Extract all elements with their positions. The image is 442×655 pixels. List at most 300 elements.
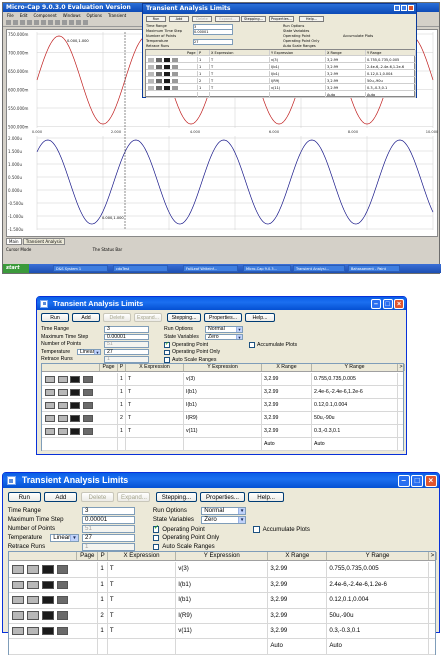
tool-icon[interactable] bbox=[76, 20, 81, 25]
mini-grid-cell[interactable]: 1 bbox=[198, 57, 210, 63]
tool-icon[interactable] bbox=[34, 20, 39, 25]
checkbox-operating-point-only[interactable] bbox=[153, 535, 159, 541]
grid-row[interactable] bbox=[42, 412, 403, 425]
mini-grid-cell[interactable]: 1 bbox=[198, 64, 210, 70]
grid-cell-xr[interactable]: 3,2.99 bbox=[268, 624, 327, 638]
mini-grid-cell[interactable] bbox=[270, 92, 326, 98]
grid-cell-xr[interactable]: 3,2.99 bbox=[262, 412, 312, 424]
color-swatch[interactable] bbox=[58, 415, 68, 422]
mini-grid-row[interactable] bbox=[146, 64, 416, 70]
mini-grid-cell[interactable] bbox=[186, 85, 198, 91]
chevron-down-icon: ▼ bbox=[237, 327, 242, 332]
checkbox-accumulate[interactable] bbox=[249, 342, 255, 348]
run-options-select[interactable] bbox=[201, 507, 246, 515]
tool-icon[interactable] bbox=[6, 20, 11, 25]
color-swatch[interactable] bbox=[42, 611, 54, 619]
mini-grid-cell[interactable]: 1 bbox=[198, 85, 210, 91]
grid-cell-p[interactable]: 1 bbox=[118, 386, 126, 398]
color-swatch[interactable] bbox=[156, 72, 162, 76]
color-swatch[interactable] bbox=[27, 596, 39, 604]
color-swatch[interactable] bbox=[83, 402, 93, 409]
label-max-time-step: Maximum Time Step bbox=[7, 516, 64, 524]
mini-grid-cell[interactable] bbox=[186, 71, 198, 77]
dialog-button-help[interactable]: Help... bbox=[248, 492, 283, 503]
tool-icon[interactable] bbox=[20, 20, 25, 25]
grid-cell-yr[interactable]: 0.755,0.735,0.005 bbox=[327, 562, 428, 576]
x-tick-label: 2.000 bbox=[110, 130, 122, 134]
taskbar-item[interactable]: D&S System 1 bbox=[53, 265, 108, 272]
grid-cell-xr[interactable]: 3,2.99 bbox=[262, 399, 312, 411]
minimize-icon[interactable]: – bbox=[371, 299, 381, 309]
color-swatch[interactable] bbox=[27, 627, 39, 635]
grid-cell-p[interactable]: 2 bbox=[118, 412, 126, 424]
menu-item[interactable]: Component bbox=[33, 13, 57, 18]
mini-grid-cell[interactable]: 0.12,0.1,0.004 bbox=[366, 71, 416, 77]
color-swatch[interactable] bbox=[172, 86, 178, 90]
taskbar bbox=[3, 264, 441, 273]
temperature-mode-select[interactable] bbox=[77, 349, 101, 356]
field-time-range[interactable]: 3 bbox=[82, 507, 135, 515]
mini-grid-row[interactable] bbox=[146, 57, 416, 63]
field-num-points[interactable]: 51 bbox=[82, 525, 135, 533]
mini-grid-cell[interactable]: 0.3,-0.3,0.1 bbox=[366, 85, 416, 91]
y-tick-label: 750.000m bbox=[8, 32, 29, 37]
start-button[interactable]: start bbox=[3, 264, 29, 273]
color-swatch[interactable] bbox=[70, 389, 80, 396]
field-retrace[interactable]: 1 bbox=[82, 543, 135, 551]
color-swatch[interactable] bbox=[164, 79, 170, 83]
tool-icon[interactable] bbox=[48, 20, 53, 25]
color-swatch[interactable] bbox=[148, 58, 154, 62]
dialog-button-help[interactable]: Help... bbox=[245, 313, 275, 322]
grid-row[interactable] bbox=[42, 438, 403, 451]
window-controls bbox=[371, 299, 404, 309]
mini-field[interactable]: 0.00001 bbox=[193, 29, 233, 35]
color-swatch[interactable] bbox=[57, 596, 69, 604]
color-swatch[interactable] bbox=[172, 58, 178, 62]
color-swatch[interactable] bbox=[42, 565, 54, 573]
cursor-readout: 0.000,1.000 bbox=[67, 39, 89, 43]
color-swatch[interactable] bbox=[12, 596, 24, 604]
close-icon[interactable]: × bbox=[425, 475, 437, 487]
grid-cell-xr[interactable]: 3,2.99 bbox=[262, 386, 312, 398]
grid-cell-y[interactable] bbox=[184, 438, 262, 450]
grid-cell-page[interactable] bbox=[77, 609, 98, 623]
dialog-button-stepping[interactable]: Stepping... bbox=[156, 492, 196, 503]
grid-cell-y[interactable] bbox=[176, 639, 268, 653]
state-variables-value: Zero bbox=[208, 333, 219, 340]
tool-icon[interactable] bbox=[55, 20, 60, 25]
mini-grid-cell[interactable]: 3,2.99 bbox=[326, 57, 366, 63]
mini-grid-cell[interactable] bbox=[210, 92, 270, 98]
close-icon[interactable]: × bbox=[394, 299, 404, 309]
grid-cell-p[interactable]: 1 bbox=[98, 624, 107, 638]
grid-cell-y[interactable]: v(11) bbox=[184, 425, 262, 437]
grid-cell-page[interactable] bbox=[100, 399, 118, 411]
grid-row[interactable] bbox=[9, 562, 435, 577]
grid-cell-x[interactable]: T bbox=[126, 373, 184, 385]
mini-grid-cell[interactable] bbox=[186, 78, 198, 84]
tab-transient[interactable]: Transient Analysis bbox=[23, 238, 65, 245]
color-swatch[interactable] bbox=[27, 581, 39, 589]
grid-cell-yr[interactable]: 2.4e-6,-2.4e-6,1.2e-6 bbox=[312, 386, 398, 398]
field-num-points[interactable]: 51 bbox=[104, 341, 149, 348]
label-temperature: Temperature bbox=[7, 533, 43, 541]
color-swatch[interactable] bbox=[57, 611, 69, 619]
grid-row[interactable] bbox=[9, 624, 435, 639]
tool-icon[interactable] bbox=[41, 20, 46, 25]
menu-item[interactable]: Transient bbox=[107, 13, 127, 18]
grid-cell-x[interactable]: T bbox=[108, 624, 176, 638]
mini-dialog-button[interactable]: Help... bbox=[299, 16, 324, 22]
mini-grid-cell[interactable]: T bbox=[210, 64, 270, 70]
mini-grid-cell[interactable]: T bbox=[210, 57, 270, 63]
grid-cell-p[interactable]: 1 bbox=[118, 399, 126, 411]
minimize-icon[interactable]: – bbox=[398, 475, 410, 487]
menu-item[interactable]: Options bbox=[86, 13, 102, 18]
taskbar-item[interactable]: cdoTest bbox=[113, 265, 168, 272]
grid-cell-xr[interactable]: 3,2.99 bbox=[268, 609, 327, 623]
color-swatch[interactable] bbox=[45, 389, 55, 396]
grid-cell-p[interactable] bbox=[118, 438, 126, 450]
grid-cell-yr[interactable]: 0.3,-0.3,0.1 bbox=[312, 425, 398, 437]
color-swatch[interactable] bbox=[148, 72, 154, 76]
color-swatch[interactable] bbox=[57, 565, 69, 573]
chevron-down-icon: ▼ bbox=[237, 334, 242, 340]
tool-icon[interactable] bbox=[27, 20, 32, 25]
color-swatch[interactable] bbox=[148, 79, 154, 83]
grid-cell-page[interactable] bbox=[77, 593, 98, 607]
color-swatch[interactable] bbox=[45, 415, 55, 422]
label-accumulate: Accumulate Plots bbox=[257, 341, 298, 348]
mini-grid-row[interactable] bbox=[146, 92, 416, 98]
color-swatch[interactable] bbox=[58, 376, 68, 383]
grid-cell-xr[interactable]: 3,2.99 bbox=[262, 425, 312, 437]
plot-settings-grid bbox=[41, 363, 404, 451]
grid-row[interactable] bbox=[42, 386, 403, 399]
color-swatch[interactable] bbox=[42, 627, 54, 635]
taskbar-item[interactable]: Bahasaevent - Paint bbox=[348, 265, 400, 272]
mini-grid-cell[interactable]: T bbox=[210, 78, 270, 84]
checkbox-operating-point-only[interactable] bbox=[164, 350, 170, 356]
grid-cell-y[interactable]: v(3) bbox=[176, 562, 268, 576]
dialog-button-run[interactable]: Run bbox=[41, 313, 69, 322]
dialog-button-add[interactable]: Add bbox=[44, 492, 77, 503]
mini-grid-header bbox=[146, 50, 416, 56]
mini-grid-cell[interactable]: I(b1) bbox=[270, 64, 326, 70]
color-swatch[interactable] bbox=[172, 72, 178, 76]
grid-cell-page[interactable] bbox=[77, 624, 98, 638]
color-swatch[interactable] bbox=[172, 65, 178, 69]
grid-row[interactable] bbox=[42, 425, 403, 438]
field-temperature[interactable]: 27 bbox=[82, 534, 135, 542]
grid-cell-x[interactable] bbox=[126, 438, 184, 450]
color-swatch[interactable] bbox=[83, 389, 93, 396]
mini-grid-cell[interactable]: 3,2.99 bbox=[326, 85, 366, 91]
mini-dialog-button[interactable]: Expand... bbox=[215, 16, 240, 22]
mini-grid-cell[interactable]: I(b1) bbox=[270, 71, 326, 77]
grid-row[interactable] bbox=[9, 578, 435, 593]
window-controls bbox=[398, 475, 437, 487]
grid-cell-y[interactable]: I(R9) bbox=[184, 412, 262, 424]
color-swatch[interactable] bbox=[45, 428, 55, 435]
state-variables-select[interactable] bbox=[205, 334, 243, 341]
checkbox-operating-point[interactable] bbox=[153, 526, 159, 532]
mini-grid-cell[interactable]: v(11) bbox=[270, 85, 326, 91]
mini-dialog-button[interactable]: Run bbox=[146, 16, 166, 22]
checkbox-accumulate[interactable] bbox=[253, 526, 259, 532]
mini-grid-cell[interactable] bbox=[186, 92, 198, 98]
grid-cell-x[interactable]: T bbox=[108, 562, 176, 576]
mini-grid-cell[interactable]: I(R9) bbox=[270, 78, 326, 84]
grid-cell-yr[interactable]: 0.3,-0.3,0.1 bbox=[327, 624, 428, 638]
taskbar-item[interactable]: Micro-Cap 9.0.3... bbox=[243, 265, 291, 272]
tab-main[interactable]: Main bbox=[6, 238, 22, 245]
color-swatch[interactable] bbox=[12, 565, 24, 573]
mini-grid-cell[interactable] bbox=[198, 92, 210, 98]
grid-cell-p[interactable]: 1 bbox=[118, 373, 126, 385]
minimize-icon[interactable] bbox=[394, 5, 400, 11]
mini-grid-cell[interactable]: T bbox=[210, 71, 270, 77]
color-swatch[interactable] bbox=[12, 627, 24, 635]
field-temperature[interactable]: 27 bbox=[104, 349, 149, 356]
grid-row[interactable] bbox=[9, 593, 435, 608]
grid-cell-yr[interactable]: 0.755,0.735,0.005 bbox=[312, 373, 398, 385]
temperature-mode-select[interactable] bbox=[50, 534, 78, 542]
color-swatch[interactable] bbox=[58, 402, 68, 409]
y-tick-label: 550.000m bbox=[8, 106, 29, 111]
dialog-button-properties[interactable]: Properties... bbox=[204, 313, 242, 322]
status-right: The Status Bar bbox=[92, 247, 123, 252]
menu-item[interactable]: Edit bbox=[19, 13, 28, 18]
field-time-range[interactable]: 3 bbox=[104, 326, 149, 333]
grid-cell-xr[interactable]: 3,2.99 bbox=[262, 373, 312, 385]
color-swatch[interactable] bbox=[42, 581, 54, 589]
grid-cell-xr[interactable]: 3,2.99 bbox=[268, 578, 327, 592]
grid-cell-xr[interactable]: Auto bbox=[268, 639, 327, 653]
color-swatch[interactable] bbox=[83, 415, 93, 422]
color-swatch[interactable] bbox=[27, 565, 39, 573]
grid-cell-x[interactable]: T bbox=[126, 412, 184, 424]
grid-cell-xr[interactable]: 3,2.99 bbox=[268, 562, 327, 576]
grid-cell-xr[interactable]: 3,2.99 bbox=[268, 593, 327, 607]
color-swatch[interactable] bbox=[156, 65, 162, 69]
mini-grid-cell[interactable]: T bbox=[210, 85, 270, 91]
mini-grid-cell[interactable]: 2.4e-6,-2.4e-6,1.2e-6 bbox=[366, 64, 416, 70]
color-swatch[interactable] bbox=[70, 415, 80, 422]
dialog-button-properties[interactable]: Properties... bbox=[200, 492, 245, 503]
grid-cell-y[interactable]: v(3) bbox=[184, 373, 262, 385]
grid-cell-x[interactable]: T bbox=[126, 399, 184, 411]
color-swatch[interactable] bbox=[70, 402, 80, 409]
mini-dialog bbox=[142, 3, 417, 98]
grid-cell-p[interactable]: 1 bbox=[98, 578, 107, 592]
grid-cell-page[interactable] bbox=[77, 639, 98, 653]
mini-grid-row[interactable] bbox=[146, 85, 416, 91]
y-tick-label: 2.000u bbox=[8, 136, 22, 141]
color-swatch[interactable] bbox=[148, 65, 154, 69]
mini-grid-cell[interactable]: 3,2.99 bbox=[326, 64, 366, 70]
checkbox-auto-scale[interactable] bbox=[164, 357, 170, 363]
grid-row[interactable] bbox=[42, 373, 403, 386]
color-swatch[interactable] bbox=[57, 627, 69, 635]
dialog-button-stepping[interactable]: Stepping... bbox=[167, 313, 201, 322]
grid-header-cell: X Expression bbox=[126, 364, 184, 371]
y-tick-label: -0.500u bbox=[8, 201, 24, 206]
grid-cell-p[interactable]: 1 bbox=[118, 425, 126, 437]
run-options-select[interactable] bbox=[205, 326, 243, 333]
dialog-button-delete[interactable]: Delete bbox=[103, 313, 131, 322]
state-variables-value: Zero bbox=[204, 516, 217, 524]
maximize-icon[interactable] bbox=[401, 5, 407, 11]
grid-cell-yr[interactable]: 0.12,0.1,0.004 bbox=[327, 593, 428, 607]
checkbox-operating-point[interactable] bbox=[164, 342, 170, 348]
grid-cell-page[interactable] bbox=[77, 578, 98, 592]
y-tick-label: 0.500u bbox=[8, 175, 22, 180]
label-operating-point: Operating Point bbox=[172, 341, 209, 348]
mini-grid-cell[interactable]: 1 bbox=[198, 71, 210, 77]
grid-cell-p[interactable]: 1 bbox=[98, 562, 107, 576]
maximize-icon[interactable]: □ bbox=[411, 475, 423, 487]
color-swatch[interactable] bbox=[58, 389, 68, 396]
color-swatch[interactable] bbox=[164, 65, 170, 69]
color-swatch[interactable] bbox=[148, 86, 154, 90]
grid-cell-yr[interactable]: Auto bbox=[327, 639, 428, 653]
taskbar-item[interactable]: FallLeaf Writeinf... bbox=[183, 265, 238, 272]
grid-cell-page[interactable] bbox=[100, 412, 118, 424]
mini-grid-cell[interactable]: 3,2.99 bbox=[326, 78, 366, 84]
grid-cell-page[interactable] bbox=[77, 562, 98, 576]
close-icon[interactable] bbox=[408, 5, 414, 11]
grid-cell-y[interactable]: v(11) bbox=[176, 624, 268, 638]
mini-dialog-button[interactable]: Delete bbox=[192, 16, 212, 22]
color-swatch[interactable] bbox=[27, 611, 39, 619]
color-swatch[interactable] bbox=[156, 86, 162, 90]
color-swatch[interactable] bbox=[58, 428, 68, 435]
label-state-variables: State Variables bbox=[152, 516, 194, 524]
taskbar-item[interactable]: Transient Analysi... bbox=[293, 265, 345, 272]
dialog-button-delete[interactable]: Delete bbox=[81, 492, 114, 503]
grid-cell-page[interactable] bbox=[100, 373, 118, 385]
dialog-button-add[interactable]: Add bbox=[72, 313, 100, 322]
grid-cell-yr[interactable]: Auto bbox=[312, 438, 398, 450]
mini-field[interactable]: 3 bbox=[193, 24, 233, 30]
grid-cell-x[interactable]: T bbox=[126, 386, 184, 398]
mini-grid-row[interactable] bbox=[146, 78, 416, 84]
grid-header-cell: X Expression bbox=[108, 552, 176, 560]
grid-cell-x[interactable]: T bbox=[126, 425, 184, 437]
color-swatch[interactable] bbox=[172, 79, 178, 83]
dialog-button-expand[interactable]: Expand... bbox=[134, 313, 162, 322]
color-swatch[interactable] bbox=[45, 376, 55, 383]
mini-dialog-button[interactable]: Properties... bbox=[270, 17, 293, 21]
menu-item[interactable]: Windows bbox=[62, 13, 81, 18]
grid-cell-y[interactable]: I(b1) bbox=[184, 399, 262, 411]
grid-cell-x[interactable]: T bbox=[108, 593, 176, 607]
grid-cell-y[interactable]: I(R9) bbox=[176, 609, 268, 623]
grid-cell-yr[interactable]: 2.4e-6,-2.4e-6,1.2e-6 bbox=[327, 578, 428, 592]
tool-icon[interactable] bbox=[83, 20, 88, 25]
mini-grid-cell[interactable] bbox=[186, 64, 198, 70]
mini-grid-cell[interactable] bbox=[186, 57, 198, 63]
color-swatch[interactable] bbox=[83, 376, 93, 383]
menu-item[interactable]: File bbox=[7, 13, 14, 18]
grid-cell-page[interactable] bbox=[100, 438, 118, 450]
color-swatch[interactable] bbox=[156, 58, 162, 62]
field-max-time-step[interactable]: 0.00001 bbox=[82, 516, 135, 524]
grid-cell-y[interactable]: I(b1) bbox=[176, 593, 268, 607]
mini-label: State Variables bbox=[283, 29, 310, 33]
color-swatch[interactable] bbox=[83, 428, 93, 435]
dialog-button-run[interactable]: Run bbox=[8, 492, 41, 503]
mini-grid-cell[interactable]: 50u,-90u bbox=[366, 78, 416, 84]
field-retrace[interactable]: 1 bbox=[104, 356, 149, 363]
state-variables-select[interactable] bbox=[201, 516, 246, 524]
grid-cell-yr[interactable]: 0.12,0.1,0.004 bbox=[312, 399, 398, 411]
color-swatch[interactable] bbox=[156, 79, 162, 83]
grid-cell-p[interactable]: 1 bbox=[98, 593, 107, 607]
y-tick-label: 700.000m bbox=[8, 50, 29, 56]
color-swatch[interactable] bbox=[42, 596, 54, 604]
dialog-button-expand[interactable]: Expand... bbox=[117, 492, 150, 503]
grid-cell-x[interactable] bbox=[108, 639, 176, 653]
mini-dialog-button[interactable]: Add bbox=[169, 16, 189, 22]
grid-cell-page[interactable] bbox=[100, 425, 118, 437]
mini-grid-cell[interactable]: Auto bbox=[366, 92, 416, 98]
mini-grid-header-cell: Y Expression bbox=[270, 50, 326, 56]
grid-cell-p[interactable] bbox=[98, 639, 107, 653]
grid-header-cell: Y Range bbox=[312, 364, 398, 371]
mini-grid-cell[interactable]: 3,2.99 bbox=[326, 71, 366, 77]
grid-row[interactable] bbox=[9, 639, 435, 654]
grid-cell-page[interactable] bbox=[100, 386, 118, 398]
grid-row[interactable] bbox=[42, 399, 403, 412]
maximize-icon[interactable]: □ bbox=[383, 299, 393, 309]
grid-row[interactable] bbox=[9, 609, 435, 624]
color-swatch[interactable] bbox=[12, 611, 24, 619]
color-swatch[interactable] bbox=[70, 376, 80, 383]
mini-grid-cell[interactable]: Auto bbox=[326, 92, 366, 98]
mini-grid-cell[interactable]: 0.755,0.735,0.005 bbox=[366, 57, 416, 63]
color-swatch[interactable] bbox=[164, 58, 170, 62]
grid-cell-xr[interactable]: Auto bbox=[262, 438, 312, 450]
grid-cell-x[interactable]: T bbox=[108, 578, 176, 592]
color-swatch[interactable] bbox=[12, 581, 24, 589]
color-swatch[interactable] bbox=[164, 86, 170, 90]
tool-icon[interactable] bbox=[62, 20, 67, 25]
mini-dialog-button[interactable]: Stepping... bbox=[241, 16, 266, 22]
checkbox-auto-scale[interactable] bbox=[153, 544, 159, 550]
grid-cell-p[interactable]: 2 bbox=[98, 609, 107, 623]
mini-grid-header-cell: Page bbox=[186, 50, 198, 56]
field-max-time-step[interactable]: 0.00001 bbox=[104, 334, 149, 341]
tool-icon[interactable] bbox=[13, 20, 18, 25]
mini-grid-cell[interactable]: 2 bbox=[198, 78, 210, 84]
grid-cell-y[interactable]: I(b1) bbox=[176, 578, 268, 592]
color-swatch[interactable] bbox=[164, 72, 170, 76]
grid-cell-yr[interactable]: 50u,-90u bbox=[312, 412, 398, 424]
mini-grid-row[interactable] bbox=[146, 71, 416, 77]
color-swatch[interactable] bbox=[45, 402, 55, 409]
color-swatch[interactable] bbox=[70, 428, 80, 435]
color-swatch[interactable] bbox=[57, 581, 69, 589]
grid-cell-x[interactable]: T bbox=[108, 609, 176, 623]
mini-field[interactable]: 27 bbox=[193, 39, 233, 45]
grid-cell-y[interactable]: I(b1) bbox=[184, 386, 262, 398]
tool-icon[interactable] bbox=[69, 20, 74, 25]
mini-grid-cell[interactable]: v(3) bbox=[270, 57, 326, 63]
grid-cell-yr[interactable]: 50u,-90u bbox=[327, 609, 428, 623]
